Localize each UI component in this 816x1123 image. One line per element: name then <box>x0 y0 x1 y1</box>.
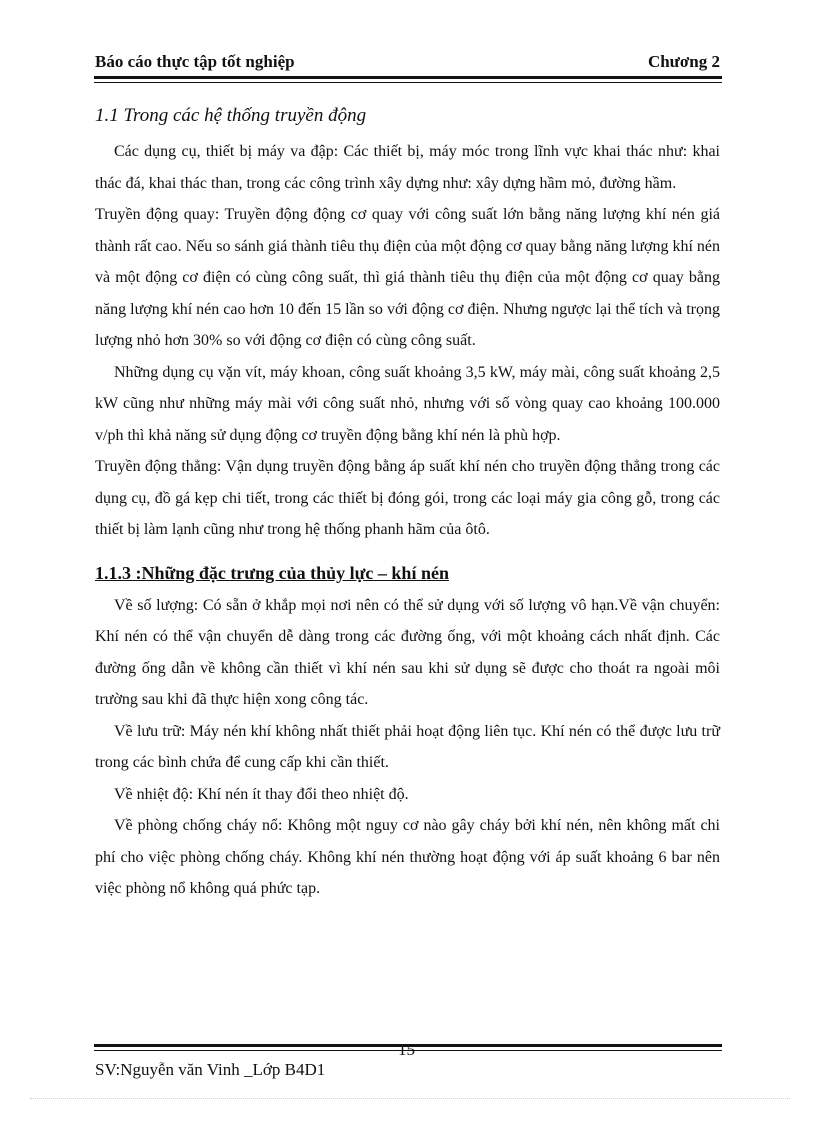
header-rule-thin <box>94 82 722 83</box>
paragraph: Truyền động quay: Truyền động động cơ quay với công suất lớn bằng năng lượng khí nén giá thành rất cao. Nếu so sánh giá thành tiêu thụ điện của một động cơ quay bằng năng lượng khí nén và một động cơ điện có cùng công suất, thì giá thành tiêu thụ điện của một động cơ quay bằng năng lượng khí nén cao hơn 10 đến 15 lần so với động cơ điện. Nhưng ngược lại thể tích và trọng lượng nhỏ hơn 30% so với động cơ điện có cùng công suất. <box>95 206 720 349</box>
paragraph: Về phòng chống cháy nổ: Không một nguy cơ nào gây cháy bởi khí nén, nên không mất chi phí cho việc phòng chống cháy. Không khí nén thường hoạt động với áp suất khoảng 6 bar nên việc phòng nổ không quá phức tạp. <box>95 817 720 897</box>
subsection-heading: 1.1.3 :Những đặc trưng của thủy lực – khí nén <box>95 562 449 583</box>
paragraph: Về nhiệt độ: Khí nén ít thay đổi theo nhiệt độ. <box>114 785 409 803</box>
paragraph: Về lưu trữ: Máy nén khí không nhất thiết phải hoạt động liên tục. Khí nén có thể được lưu trữ trong các bình chứa để cung cấp khi cần thiết. <box>95 722 720 771</box>
paragraph: Những dụng cụ vặn vít, máy khoan, công suất khoảng 3,5 kW, máy mài, công suất khoảng 2,5 kW cũng như những máy mài với công suất nhỏ, nhưng với số vòng quay cao khoảng 100.000 v/ph thì khả năng sử dụng động cơ truyền động bằng khí nén là phù hợp. <box>95 363 720 444</box>
document-body <box>95 100 720 905</box>
page-boundary-divider <box>30 1098 790 1099</box>
paragraph: Truyền động thẳng: Vận dụng truyền động bằng áp suất khí nén cho truyền động thẳng trong các dụng cụ, đồ gá kẹp chi tiết, trong các thiết bị đóng gói, trong các loại máy gia công gỗ, trong các thiết bị làm lạnh cũng như trong hệ thống phanh hãm của ôtô. <box>95 458 720 538</box>
page-number: 15 <box>398 1040 415 1059</box>
header-title: Báo cáo thực tập tốt nghiệp <box>95 52 295 71</box>
header-chapter: Chương 2 <box>647 52 720 71</box>
paragraph: Các dụng cụ, thiết bị máy va đập: Các thiết bị, máy móc trong lĩnh vực khai thác như: khai thác đá, khai thác than, trong các công trình xây dựng như: xây dựng hầm mỏ, đường hầm. <box>95 143 720 192</box>
paragraph: Về số lượng: Có sẵn ở khắp mọi nơi nên có thể sử dụng với số lượng vô hạn.Về vận chuyển: Khí nén có thể vận chuyển dễ dàng trong các đường ống, với một khoảng cách nhất định. Các đường ống dẫn về không cần thiết vì khí nén sau khi sử dụng sẽ được cho thoát ra ngoài môi trường sau khi đã thực hiện xong công tác. <box>95 596 720 708</box>
footer-author: SV:Nguyễn văn Vinh _Lớp B4D1 <box>95 1060 326 1079</box>
section-heading: 1.1 Trong các hệ thống truyền động <box>95 105 367 126</box>
header-rule-thick <box>94 76 722 79</box>
